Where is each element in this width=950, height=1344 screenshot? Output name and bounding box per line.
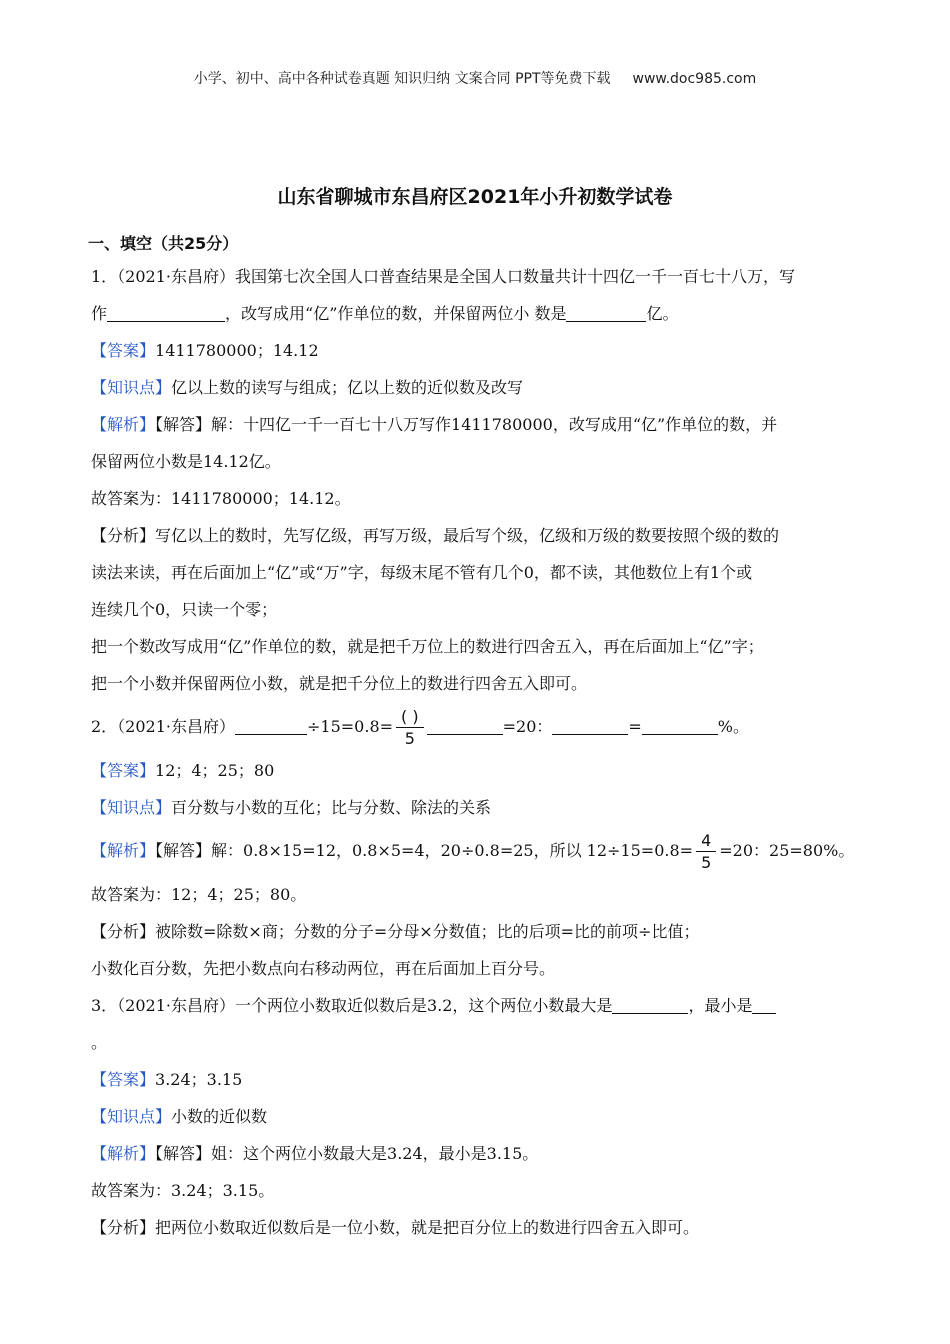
- fraction-denominator: 5: [701, 852, 712, 872]
- knowledge-text: 百分数与小数的互化；比与分数、除法的关系: [171, 798, 492, 817]
- q1-text: 作: [91, 304, 108, 323]
- answer-line: [91, 752, 866, 789]
- analysis-tag: 【解析】: [91, 1144, 156, 1163]
- knowledge-line: [91, 789, 866, 826]
- q2-line-1: [91, 702, 866, 752]
- knowledge-tag: 【知识点】: [91, 378, 172, 397]
- conclusion-line: 故答案为：3.24；3.15。: [91, 1181, 275, 1200]
- q1-line-1: 1．（2021·东昌府）我国第七次全国人口普查结果是全国人口数量共计十四亿一千一百七十八万，写: [91, 267, 795, 286]
- q2-number: 2．（2021·东昌府）: [91, 717, 235, 736]
- q3-text: ，最小是: [688, 996, 753, 1015]
- answer-blank[interactable]: [612, 995, 688, 1014]
- analysis-line: 保留两位小数是14.12亿。: [91, 452, 281, 471]
- q1-line-2: [91, 295, 866, 332]
- question-3: [91, 987, 866, 1246]
- knowledge-line: [91, 369, 866, 406]
- page-title: 山东省聊城市东昌府区2021年小升初数学试卷: [277, 186, 673, 208]
- answer-tag: 【答案】: [91, 1070, 156, 1089]
- q2-text: =20：: [502, 717, 553, 736]
- answer-blank[interactable]: [566, 303, 646, 322]
- answer-tag: 【答案】: [91, 761, 156, 780]
- q1-text: 亿。: [646, 304, 679, 323]
- explanation-line: 把一个数改写成用“亿”作单位的数，就是把千万位上的数进行四舍五入，再在后面加上“亿”字；: [91, 637, 764, 656]
- header-text: 小学、初中、高中各种试卷真题 知识归纳 文案合同 PPT等免费下载: [193, 71, 611, 87]
- explanation-line: 【分析】写亿以上的数时，先写亿级，再写万级，最后写个级，亿级和万级的数要按照个级的数的: [91, 526, 780, 545]
- analysis-text: 【解答】解：0.8×15=12，0.8×5=4，20÷0.8=25，所以 12÷15=0.8=: [155, 841, 694, 860]
- header-site[interactable]: www.doc985.com: [632, 71, 757, 87]
- q2-text: %。: [717, 717, 750, 736]
- fraction-numerator: ( ): [396, 709, 424, 728]
- knowledge-tag: 【知识点】: [91, 798, 172, 817]
- fraction-numerator: 4: [696, 833, 716, 852]
- q3-line-2: 。: [91, 1033, 108, 1052]
- question-2: [91, 702, 866, 987]
- answer-line: [91, 332, 866, 369]
- analysis-tag: 【解析】: [91, 841, 156, 860]
- answer-blank[interactable]: [552, 716, 628, 735]
- answer-tag: 【答案】: [91, 341, 156, 360]
- answer-line: [91, 1061, 866, 1098]
- answer-blank[interactable]: [427, 716, 503, 735]
- explanation-line: 小数化百分数，先把小数点向右移动两位，再在后面加上百分号。: [91, 959, 556, 978]
- conclusion-line: 故答案为：1411780000；14.12。: [91, 489, 351, 508]
- fraction: [696, 830, 716, 872]
- knowledge-text: 亿以上数的读写与组成；亿以上数的近似数及改写: [171, 378, 524, 397]
- analysis-line: [91, 826, 866, 876]
- explanation-line: 【分析】被除数=除数×商；分数的分子=分母×分数值；比的后项=比的前项÷比值；: [91, 922, 700, 941]
- q1-text: ，改写成用“亿”作单位的数，并保留两位小 数是: [225, 304, 567, 323]
- q2-text: =: [628, 717, 642, 736]
- analysis-text: 【解答】姐：这个两位小数最大是3.24，最小是3.15。: [155, 1144, 539, 1163]
- answer-text: 12；4；25；80: [155, 761, 275, 780]
- q3-text: 3．（2021·东昌府）一个两位小数取近似数后是3.2，这个两位小数最大是: [91, 996, 613, 1015]
- explanation-line: 【分析】把两位小数取近似数后是一位小数，就是把百分位上的数进行四舍五入即可。: [91, 1218, 700, 1237]
- explanation-line: 读法来读，再在后面加上“亿”或“万”字，每级末尾不管有几个0，都不读，其他数位上有1个或: [91, 563, 753, 582]
- section-heading: 一、填空（共25分）: [88, 234, 239, 253]
- question-1: [91, 258, 866, 702]
- answer-text: 1411780000；14.12: [155, 341, 319, 360]
- analysis-text: 【解答】解：十四亿一千一百七十八万写作1411780000，改写成用“亿”作单位的数，并: [155, 415, 778, 434]
- analysis-text: =20：25=80%。: [719, 841, 855, 860]
- answer-blank[interactable]: [752, 995, 776, 1014]
- exam-content: [88, 230, 866, 1246]
- explanation-line: 连续几个0，只读一个零；: [91, 600, 278, 619]
- page-header: [0, 68, 950, 88]
- knowledge-tag: 【知识点】: [91, 1107, 172, 1126]
- answer-blank[interactable]: [107, 303, 225, 322]
- answer-text: 3.24；3.15: [155, 1070, 243, 1089]
- q2-text: ÷15=0.8=: [307, 717, 394, 736]
- explanation-line: 把一个小数并保留两位小数，就是把千分位上的数进行四舍五入即可。: [91, 674, 588, 693]
- answer-blank[interactable]: [235, 716, 307, 735]
- fraction: [396, 706, 424, 748]
- conclusion-line: 故答案为：12；4；25；80。: [91, 885, 307, 904]
- answer-blank[interactable]: [642, 716, 718, 735]
- fraction-denominator: 5: [404, 728, 415, 748]
- knowledge-line: [91, 1098, 866, 1135]
- analysis-line: [91, 1135, 866, 1172]
- knowledge-text: 小数的近似数: [171, 1107, 268, 1126]
- analysis-tag: 【解析】: [91, 415, 156, 434]
- analysis-line: [91, 406, 866, 443]
- q3-line-1: [91, 987, 866, 1024]
